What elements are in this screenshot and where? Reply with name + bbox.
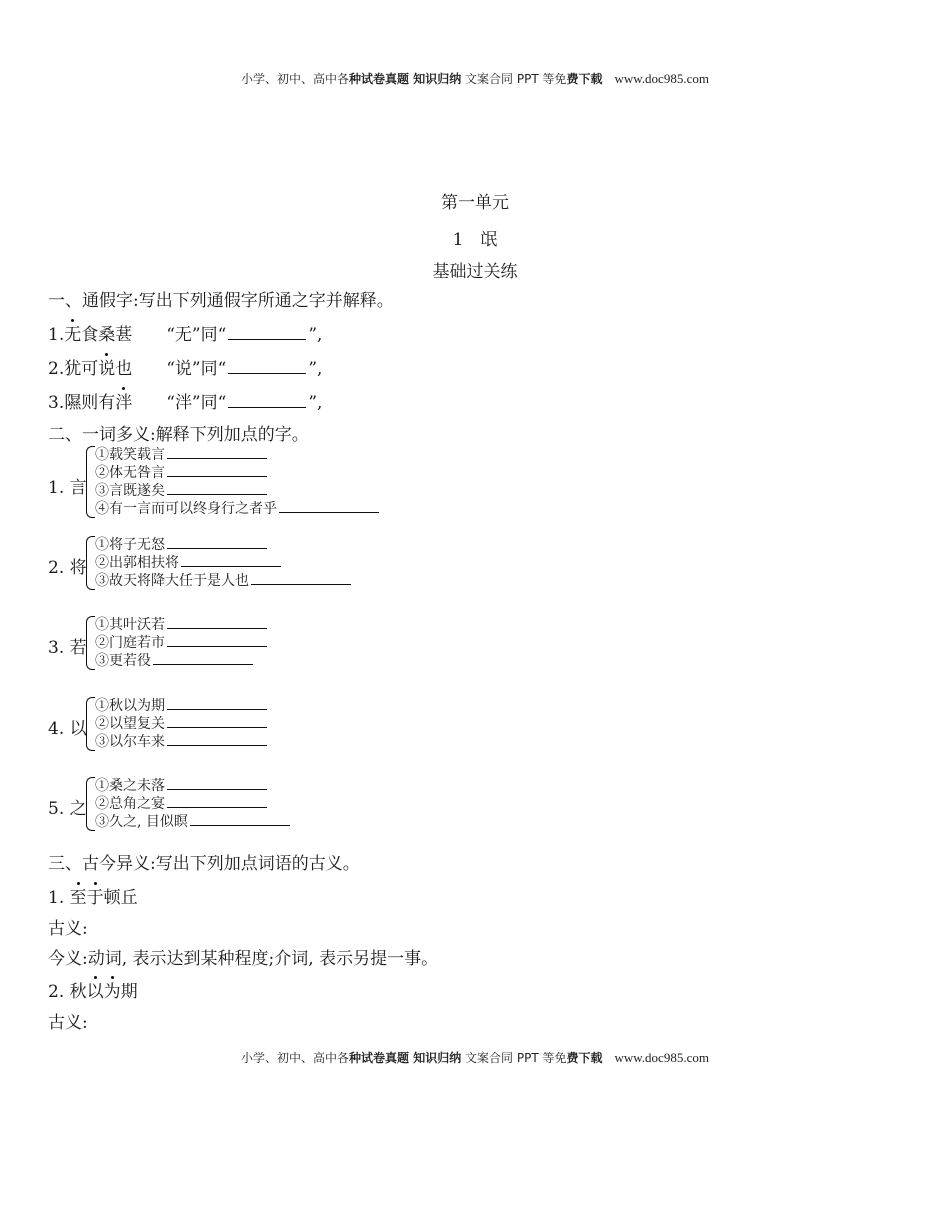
brace xyxy=(86,536,95,590)
group-word: 5. 之 xyxy=(48,799,87,819)
group-item xyxy=(95,570,351,588)
item-text: 期 xyxy=(120,982,138,1002)
item-end: ”, xyxy=(308,393,323,413)
header-text-3: 文案合同 PPT 等免 xyxy=(461,72,567,86)
unit-title: 第一单元 xyxy=(441,193,509,213)
answer-blank[interactable] xyxy=(167,775,267,790)
item-text: ④有一言而可以终身行之者乎 xyxy=(95,501,277,517)
group-item xyxy=(95,480,267,498)
answer-blank[interactable] xyxy=(181,552,281,567)
group-word: 2. 将 xyxy=(48,558,87,578)
dotted-char: 至 xyxy=(69,888,87,908)
item-text: ③故天将降大任于是人也 xyxy=(95,573,249,589)
item-text: ①秋以为期 xyxy=(95,698,165,714)
dotted-char: 无 xyxy=(64,325,82,345)
s1-item-1 xyxy=(48,320,322,345)
item-end: ”, xyxy=(308,325,323,345)
dotted-char: 泮 xyxy=(115,393,133,413)
group-word: 3. 若 xyxy=(48,638,87,658)
item-text: ①其叶沃若 xyxy=(95,617,165,633)
answer-blank[interactable] xyxy=(251,570,351,585)
item-number: 1. xyxy=(48,325,65,345)
page-footer xyxy=(0,1049,950,1066)
answer-blank[interactable] xyxy=(228,325,306,340)
item-text: 也 xyxy=(115,359,133,379)
answer-blank[interactable] xyxy=(228,359,306,374)
answer-blank[interactable] xyxy=(167,614,267,629)
answer-blank[interactable] xyxy=(167,480,267,495)
item-text: ③更若役 xyxy=(95,653,151,669)
answer-blank[interactable] xyxy=(167,534,267,549)
item-text: ②体无咎言 xyxy=(95,465,165,481)
s3-heading: 三、古今异义:写出下列加点词语的古义。 xyxy=(48,854,360,874)
dotted-char: 于 xyxy=(86,888,104,908)
item-text: ②出郭相扶将 xyxy=(95,555,179,571)
item-text: ③以尔车来 xyxy=(95,734,165,750)
answer-blank[interactable] xyxy=(167,444,267,459)
answer-blank[interactable] xyxy=(190,811,290,826)
group-item xyxy=(95,632,267,650)
answer-blank[interactable] xyxy=(153,650,253,665)
brace xyxy=(86,697,95,751)
group-item xyxy=(95,650,253,668)
group-item xyxy=(95,695,267,713)
group-item xyxy=(95,444,267,462)
footer-text-1: 小学、初中、高中各 xyxy=(241,1051,350,1065)
item-text: ①载笑载言 xyxy=(95,447,165,463)
item-text: ①将子无怒 xyxy=(95,537,165,553)
answer-blank[interactable] xyxy=(167,713,267,728)
group-item xyxy=(95,552,281,570)
item-number: 2. xyxy=(48,359,65,379)
answer-blank[interactable] xyxy=(228,393,306,408)
group-item xyxy=(95,534,267,552)
answer-blank[interactable] xyxy=(279,498,379,513)
item-text: 犹可 xyxy=(64,359,99,379)
item-number: 2. 秋 xyxy=(48,982,87,1002)
item-text: ②以望复关 xyxy=(95,716,165,732)
item-number: 3. xyxy=(48,393,65,413)
footer-url[interactable]: www.doc985.com xyxy=(614,1050,709,1065)
group-item xyxy=(95,498,379,516)
group-item xyxy=(95,811,290,829)
answer-blank[interactable] xyxy=(167,462,267,477)
item-number: 1. xyxy=(48,888,70,908)
s3-q1-modern: 今义:动词, 表示达到某种程度;介词, 表示另提一事。 xyxy=(48,949,439,969)
item-text: 顿丘 xyxy=(103,888,138,908)
dotted-char: 为 xyxy=(103,982,121,1002)
brace xyxy=(86,446,95,518)
dotted-char: 说 xyxy=(98,359,116,379)
answer-blank[interactable] xyxy=(167,731,267,746)
answer-blank[interactable] xyxy=(167,793,267,808)
item-clue: “无”同“ xyxy=(166,325,227,345)
s3-q1-ancient: 古义: xyxy=(48,919,88,939)
item-clue: “说”同“ xyxy=(166,359,227,379)
item-end: ”, xyxy=(308,359,323,379)
item-text: ②总角之宴 xyxy=(95,796,165,812)
header-text-2: 种试卷真题 知识归纳 xyxy=(349,72,462,86)
footer-text-4: 费下载 xyxy=(566,1051,603,1065)
group-item xyxy=(95,775,267,793)
s3-q2-ancient: 古义: xyxy=(48,1013,88,1033)
s3-question-1 xyxy=(48,883,138,908)
s3-question-2 xyxy=(48,977,138,1002)
item-text: 隰则有 xyxy=(64,393,116,413)
brace xyxy=(86,616,95,670)
item-text: ①桑之未落 xyxy=(95,778,165,794)
item-text: ③久之, 目似瞑 xyxy=(95,814,188,830)
answer-blank[interactable] xyxy=(167,632,267,647)
header-text-1: 小学、初中、高中各 xyxy=(241,72,350,86)
item-text: ②门庭若市 xyxy=(95,635,165,651)
item-text: ③言既遂矣 xyxy=(95,483,165,499)
group-word: 4. 以 xyxy=(48,719,87,739)
s1-item-3 xyxy=(48,388,322,413)
group-item xyxy=(95,614,267,632)
header-text-4: 费下载 xyxy=(566,72,603,86)
page-header xyxy=(0,70,950,87)
section-title: 基础过关练 xyxy=(432,262,518,282)
answer-blank[interactable] xyxy=(167,695,267,710)
group-item xyxy=(95,713,267,731)
group-item xyxy=(95,731,267,749)
group-item xyxy=(95,462,267,480)
header-url[interactable]: www.doc985.com xyxy=(614,71,709,86)
group-item xyxy=(95,793,267,811)
brace xyxy=(86,777,95,831)
item-clue: “泮”同“ xyxy=(166,393,227,413)
item-text: 食桑葚 xyxy=(81,325,133,345)
lesson-title: 1 氓 xyxy=(452,230,498,250)
footer-text-3: 文案合同 PPT 等免 xyxy=(461,1051,567,1065)
s2-heading: 二、一词多义:解释下列加点的字。 xyxy=(48,425,309,445)
s1-item-2 xyxy=(48,354,322,379)
s1-heading: 一、通假字:写出下列通假字所通之字并解释。 xyxy=(48,291,394,311)
group-word: 1. 言 xyxy=(48,478,87,498)
footer-text-2: 种试卷真题 知识归纳 xyxy=(349,1051,462,1065)
dotted-char: 以 xyxy=(86,982,104,1002)
